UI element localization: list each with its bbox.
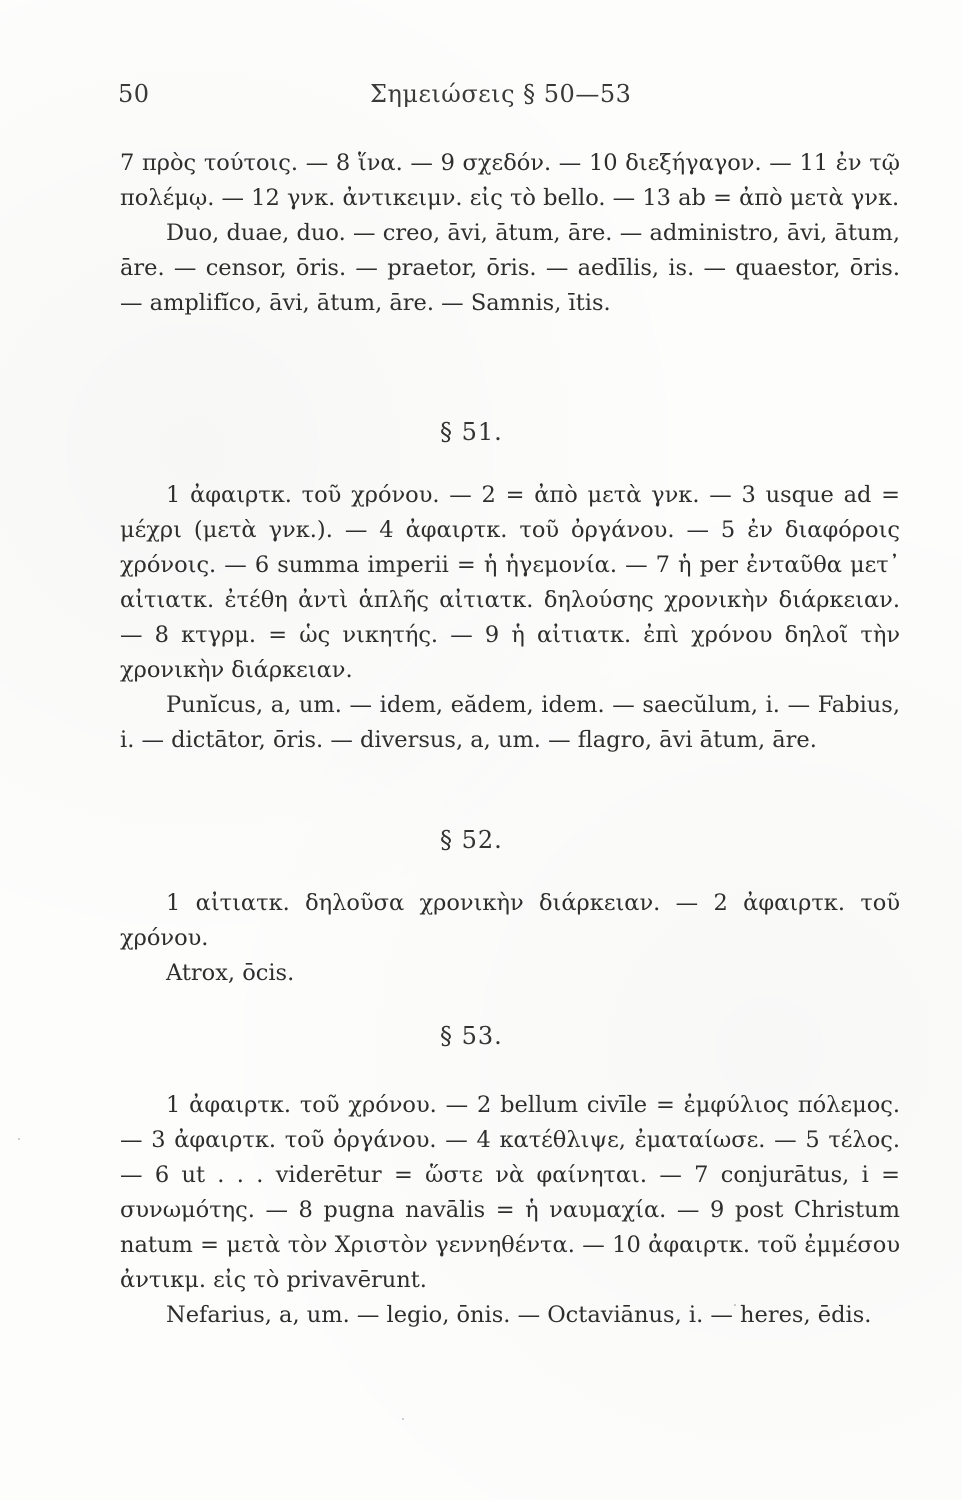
- paper-speck: [18, 1138, 20, 1140]
- section-53-body: [120, 1088, 900, 1333]
- section-51-body: [120, 478, 900, 758]
- paper-speck: [612, 1170, 614, 1172]
- section-53-heading: § 53.: [440, 1022, 503, 1050]
- section-50-notes: 7 πρὸς τούτοις. — 8 ἵνα. — 9 σχεδόν. — 10 διεξήγαγον. — 11 ἐν τῷ πολέμῳ. — 12 γνκ. ἀντικειμν. εἰς τὸ bello. — 13 ab = ἀπὸ μετὰ γνκ.: [120, 150, 900, 211]
- section-52-body: [120, 886, 900, 991]
- section-53-vocabulary: Nefarius, a, um. — legio, ōnis. — Octaviānus, i. — heres, ēdis.: [166, 1302, 872, 1328]
- section-51-heading: § 51.: [440, 418, 503, 446]
- section-50-vocabulary: Duo, duae, duo. — creo, āvi, ātum, āre. — administro, āvi, ātum, āre. — censor, ōris. — praetor, ōris. — aedīlis, is. — quaestor, ōris. — amplifĭco, āvi, ātum, āre. — Samnis, ītis.: [120, 220, 900, 316]
- section-52-vocabulary: Atrox, ōcis.: [166, 960, 295, 986]
- running-title: Σημειώσεις § 50—53: [370, 80, 632, 108]
- page-header: [118, 80, 878, 114]
- paper-speck: [402, 1418, 404, 1420]
- paper-speck: [734, 1304, 736, 1306]
- section-52-notes: 1 αἰτιατκ. δηλοῦσα χρονικὴν διάρκειαν. — 2 ἀφαιρτκ. τοῦ χρόνου.: [120, 890, 900, 951]
- section-51-vocabulary: Punĭcus, a, um. — idem, eădem, idem. — saecŭlum, i. — Fabius, i. — dictātor, ōris. — diversus, a, um. — flagro, āvi ātum, āre.: [120, 692, 900, 753]
- section-53-notes: 1 ἀφαιρτκ. τοῦ χρόνου. — 2 bellum civīle = ἐμφύλιος πόλεμος. — 3 ἀφαιρτκ. τοῦ ὀργάνου. — 4 κατέθλιψε, ἐματαίωσε. — 5 τέλος. — 6 ut . . . viderētur = ὥστε νὰ φαίνηται. — 7 conjurātus, i = συνωμότης. — 8 pugna navālis = ἡ ναυμαχία. — 9 post Christum natum = μετὰ τὸν Χριστὸν γεννηθέντα. — 10 ἀφαιρτκ. τοῦ ἐμμέσου ἀντικμ. εἰς τὸ privavērunt.: [120, 1092, 900, 1293]
- section-52-heading: § 52.: [440, 826, 503, 854]
- page-number: 50: [118, 80, 150, 108]
- section-51-notes: 1 ἀφαιρτκ. τοῦ χρόνου. — 2 = ἀπὸ μετὰ γνκ. — 3 usque ad = μέχρι (μετὰ γνκ.). — 4 ἀφαιρτκ. τοῦ ὀργάνου. — 5 ἐν διαφόροις χρόνοις. — 6 summa imperii = ἡ ἡγεμονία. — 7 ἡ per ἐνταῦθα μετ᾽ αἰτιατκ. ἐτέθη ἀντὶ ἁπλῆς αἰτιατκ. δηλούσης χρονικὴν διάρκειαν. — 8 κτγρμ. = ὡς νικητής. — 9 ἡ αἰτιατκ. ἐπὶ χρόνου δηλοῖ τὴν χρονικὴν διάρκειαν.: [120, 482, 900, 683]
- section-50-body: [120, 146, 900, 321]
